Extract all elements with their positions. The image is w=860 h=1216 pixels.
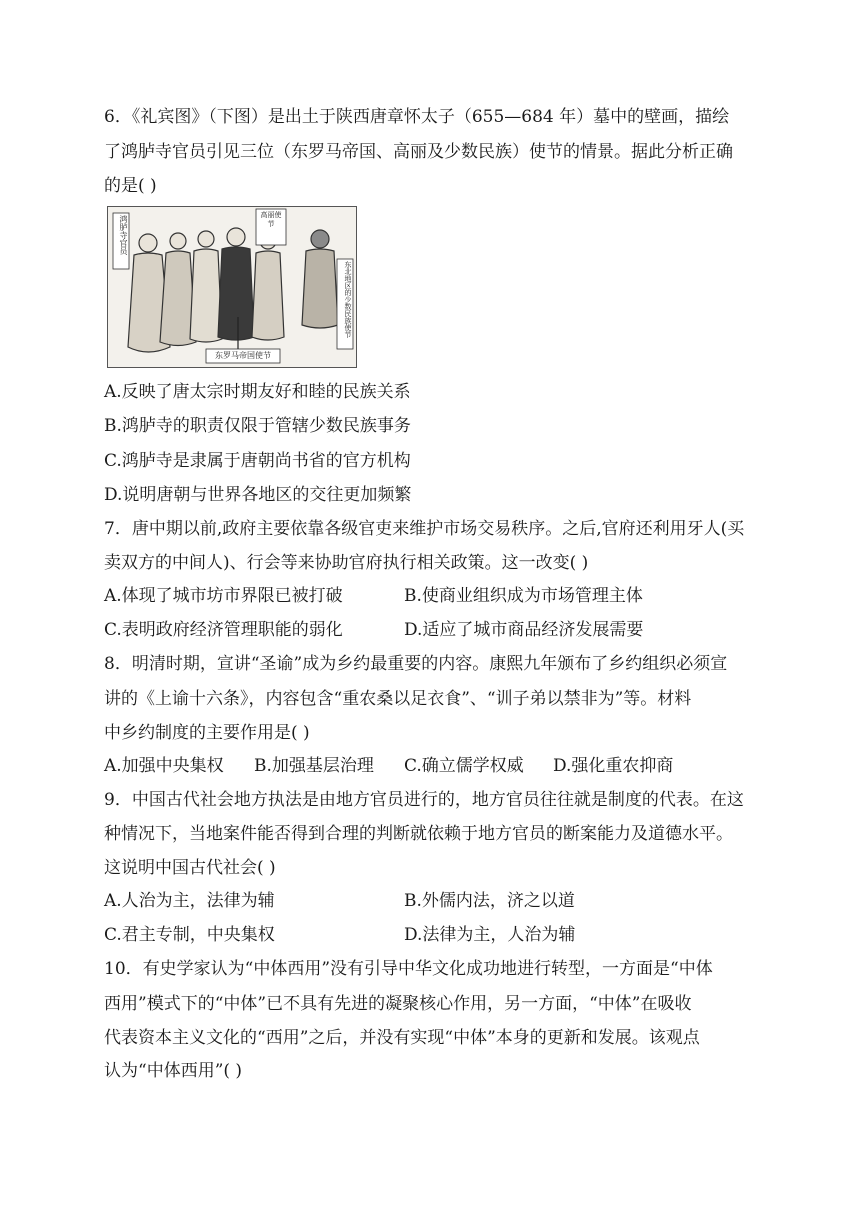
q7-option-a: A.体现了城市坊市界限已被打破 bbox=[104, 586, 343, 606]
q9-option-a: A.人治为主，法律为辅 bbox=[104, 891, 275, 911]
figure-label-left: 鸿胪寺官员 bbox=[119, 215, 128, 255]
q6-stem-line-1: 6．《礼宾图》（下图）是出土于陕西唐章怀太子（655—684 年）墓中的壁画，描绘 bbox=[104, 107, 730, 127]
q8-option-c: C.确立儒学权威 bbox=[404, 756, 524, 776]
q6-stem-line-3: 的是( ) bbox=[104, 176, 157, 196]
q10-stem-line-1: 10．有史学家认为“中体西用”没有引导中华文化成功地进行转型，一方面是“中体 bbox=[104, 959, 713, 979]
q9-option-d: D.法律为主，人治为辅 bbox=[404, 925, 576, 945]
q8-option-d: D.强化重农抑商 bbox=[553, 756, 674, 776]
q6-option-b: B.鸿胪寺的职责仅限于管辖少数民族事务 bbox=[104, 416, 411, 436]
figure-label-bottom: 东罗马帝国使节 bbox=[215, 351, 271, 360]
q7-option-b: B.使商业组织成为市场管理主体 bbox=[404, 586, 643, 606]
q6-stem-line-2: 了鸿胪寺官员引见三位（东罗马帝国、高丽及少数民族）使节的情景。据此分析正确 bbox=[104, 142, 733, 162]
q9-option-c: C.君主专制，中央集权 bbox=[104, 925, 275, 945]
mural-illustration bbox=[108, 207, 356, 367]
q9-stem-line-1: 9．中国古代社会地方执法是由地方官员进行的，地方官员往往就是制度的代表。在这 bbox=[104, 790, 744, 810]
q7-stem-line-2: 卖双方的中间人)、行会等来协助官府执行相关政策。这一改变( ) bbox=[104, 553, 589, 573]
q7-option-d: D.适应了城市商品经济发展需要 bbox=[404, 620, 644, 640]
q6-option-d: D.说明唐朝与世界各地区的交往更加频繁 bbox=[104, 485, 412, 505]
q6-mural-figure bbox=[107, 206, 357, 368]
figure-label-right: 东北地区的少数民族使节 bbox=[344, 261, 352, 338]
q8-stem-line-3: 中乡约制度的主要作用是( ) bbox=[104, 723, 310, 743]
q8-option-a: A.加强中央集权 bbox=[104, 756, 224, 776]
q10-stem-line-2: 西用”模式下的“中体”已不具有先进的凝聚核心作用，另一方面，“中体”在吸收 bbox=[104, 994, 692, 1014]
q10-stem-line-3: 代表资本主义文化的“西用”之后，并没有实现“中体”本身的更新和发展。该观点 bbox=[104, 1028, 700, 1048]
q6-option-c: C.鸿胪寺是隶属于唐朝尚书省的官方机构 bbox=[104, 451, 411, 471]
q6-option-a: A.反映了唐太宗时期友好和睦的民族关系 bbox=[104, 382, 411, 402]
q9-option-b: B.外儒内法，济之以道 bbox=[404, 891, 575, 911]
q8-stem-line-1: 8．明清时期，宣讲“圣谕”成为乡约最重要的内容。康熙九年颁布了乡约组织必须宣 bbox=[104, 654, 728, 674]
q9-stem-line-3: 这说明中国古代社会( ) bbox=[104, 858, 276, 878]
q8-option-b: B.加强基层治理 bbox=[254, 756, 374, 776]
figure-label-top: 高丽使节 bbox=[260, 211, 282, 228]
q8-stem-line-2: 讲的《上谕十六条》，内容包含“重农桑以足衣食”、“训子弟以禁非为”等。材料 bbox=[104, 689, 692, 709]
q7-option-c: C.表明政府经济管理职能的弱化 bbox=[104, 620, 343, 640]
q10-stem-line-4: 认为“中体西用”( ) bbox=[104, 1061, 243, 1081]
q9-stem-line-2: 种情况下，当地案件能否得到合理的判断就依赖于地方官员的断案能力及道德水平。 bbox=[104, 824, 733, 844]
q7-stem-line-1: 7．唐中期以前,政府主要依靠各级官吏来维护市场交易秩序。之后,官府还利用牙人(买 bbox=[104, 519, 745, 539]
